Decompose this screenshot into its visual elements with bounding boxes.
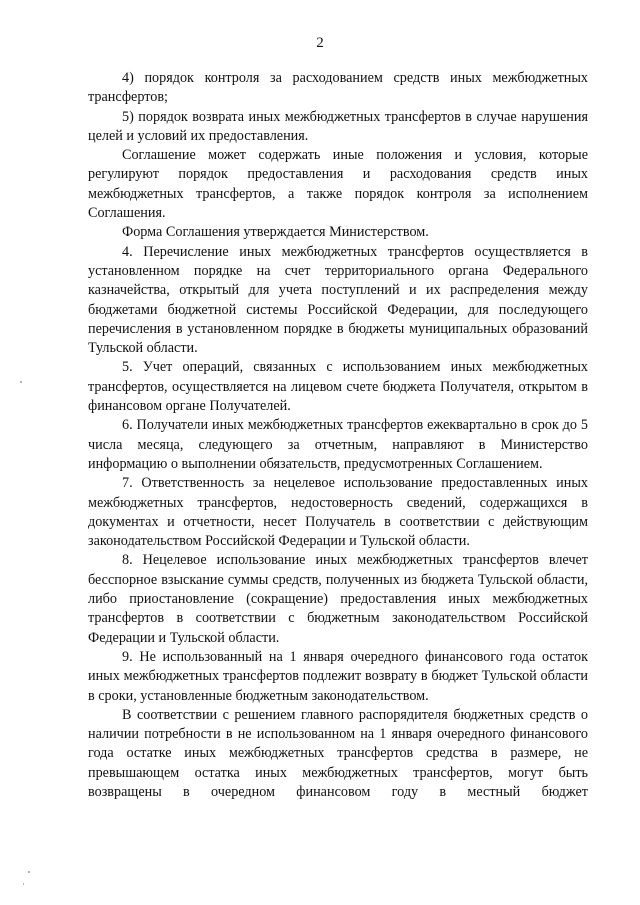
paragraph-section-6: 6. Получатели иных межбюджетных трансфертов ежеквартально в срок до 5 числа месяца, следующего за отчетным, направляют в Министерство информацию о выполнении обязательств, предусмотренных Соглашением. bbox=[88, 417, 588, 472]
paragraph-section-5: 5. Учет операций, связанных с использованием иных межбюджетных трансфертов, осуществляется на лицевом счете бюджета Получателя, открытом в финансовом органе Получателей. bbox=[88, 359, 588, 415]
paragraph-item-5-return: 5) порядок возврата иных межбюджетных трансфертов в случае нарушения целей и условий их предоставления. bbox=[88, 108, 588, 144]
paragraph-section-7: 7. Ответственность за нецелевое использование предоставленных иных межбюджетных трансфертов, недостоверность сведений, содержащихся в документах и отчетности, несет Получатель в соответствии с действующим законодательством Российской Федерации и Тульской области. bbox=[88, 475, 588, 550]
paragraph-agreement-form: Форма Соглашения утверждается Министерством. bbox=[122, 224, 429, 241]
paragraph-section-8: 8. Нецелевое использование иных межбюджетных трансфертов влечет бесспорное взыскание суммы средств, полученных из бюджета Тульской области, либо приостановление (сокращение) предоставления иных межбюджетных трансфертов в соответствии с бюджетным законодательством Российской Федерации и Тульской области. bbox=[88, 552, 588, 646]
page-number: 2 bbox=[316, 35, 324, 51]
paragraph-agreement-provisions: Соглашение может содержать иные положения и условия, которые регулируют порядок предоставления и расходования средств иных межбюджетных трансфертов, а также порядок контроля за исполнением Соглашения. bbox=[88, 147, 588, 222]
scan-dot-mark bbox=[28, 871, 30, 873]
document-body bbox=[88, 69, 588, 802]
scan-dot-mark bbox=[20, 381, 22, 383]
paragraph-item-4-control: 4) порядок контроля за расходованием средств иных межбюджетных трансфертов; bbox=[88, 70, 588, 106]
scan-dot-mark bbox=[23, 883, 24, 885]
paragraph-section-9: 9. Не использованный на 1 января очередного финансового года остаток иных межбюджетных трансфертов подлежит возврату в бюджет Тульской области в сроки, установленные бюджетным законодательством. bbox=[88, 648, 588, 704]
paragraph-section-4: 4. Перечисление иных межбюджетных трансфертов осуществляется в установленном порядке на счет территориального органа Федерального казначейства, открытый для учета поступлений и их распределения между бюджетами бюджетной системы Российской Федерации, для последующего перечисления в установленном порядке в бюджеты муниципальных образований Тульской области. bbox=[88, 243, 588, 357]
paragraph-return-decision: В соответствии с решением главного распорядителя бюджетных средств о наличии потребности в не использованном на 1 января очередного финансового года остатке иных межбюджетных трансфертов средства в размере, не превышающем остатка иных межбюджетных трансфертов, могут быть возвращены в очередном финансовом году в местный бюджет bbox=[88, 706, 588, 800]
